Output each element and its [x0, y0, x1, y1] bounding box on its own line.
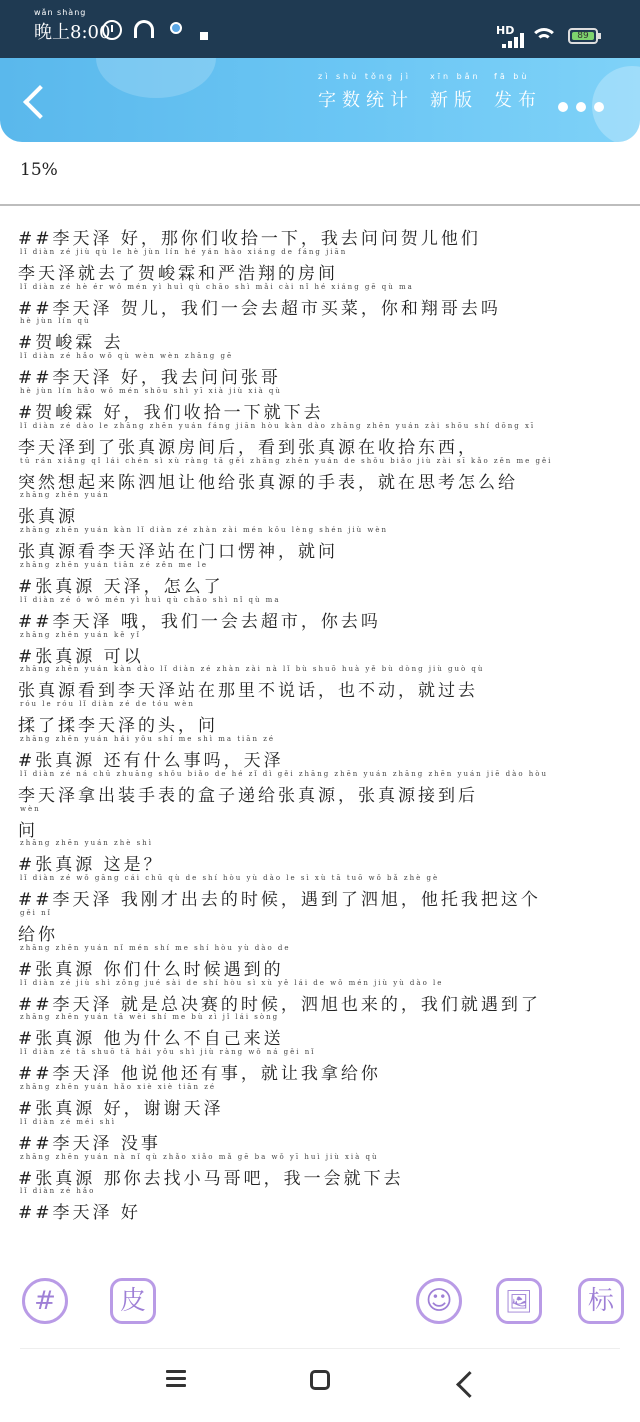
line-text: 张真源看李天泽站在门口愣神，就问 — [18, 542, 338, 563]
pinyin-annotation: lǐ diàn zé ó wǒ mén yì huì qù chāo shì nǐ qù ma — [20, 595, 281, 604]
pinyin-annotation: zhāng zhēn yuán nǐ mén shí me shí hòu yù dào de — [20, 943, 291, 952]
line-text: ##李天泽 好，那你们收拾一下，我去问问贺儿他们 — [18, 229, 481, 249]
text-line — [0, 317, 640, 354]
pinyin-annotation: lǐ diàn zé méi shì — [20, 1117, 116, 1126]
pinyin-annotation: lǐ diàn zé ná chū zhuāng shǒu biǎo de hé zǐ dì gěi zhāng zhēn yuán zhāng zhēn yuán jiē dào hòu — [20, 769, 548, 778]
line-text: #张真源 你们什么时候遇到的 — [18, 959, 284, 980]
pinyin-annotation: zhāng zhēn yuán zhè shì — [20, 839, 153, 848]
text-line — [0, 456, 640, 493]
publish-button[interactable]: fā bù 发布 — [494, 72, 542, 111]
text-line — [0, 387, 640, 423]
pinyin-annotation: wèn — [20, 804, 41, 813]
pinyin-annotation: lǐ diàn zé jiù shì zǒng jué sài de shí hòu sì xù yě lái de wǒ mén jiù yù dào le — [20, 978, 444, 987]
emoji-icon[interactable]: ☺ — [416, 1278, 462, 1324]
wifi-icon — [532, 26, 556, 44]
status-bar — [0, 0, 640, 58]
line-text: #张真源 天泽，怎么了 — [18, 577, 224, 597]
line-text: ##李天泽 好，我去问问张哥 — [18, 368, 281, 389]
app-header — [0, 58, 640, 142]
text-line — [0, 491, 640, 528]
line-text: ##李天泽 他说他还有事，就让我拿给你 — [18, 1064, 381, 1085]
divider — [0, 204, 640, 206]
pinyin-annotation: zhāng zhēn yuán nà nǐ qù zhǎo xiǎo mǎ gē ba wǒ yī huì jiù xià qù — [20, 1152, 379, 1161]
line-text: #张真源 那你去找小马哥吧，我一会就下去 — [18, 1168, 404, 1189]
text-line — [0, 352, 640, 389]
line-text: 突然想起来陈泗旭让他给张真源的手表，就在思考怎么给 — [18, 472, 518, 493]
text-line — [0, 700, 640, 737]
pinyin-annotation: zhāng zhēn yuán kě yǐ — [20, 630, 141, 639]
network-type: HD — [496, 24, 515, 37]
status-time: 晚上8:00 — [34, 22, 111, 43]
back-icon[interactable] — [20, 84, 50, 120]
line-text: #张真源 他为什么不自己来送 — [18, 1029, 284, 1050]
line-text: ##李天泽 就是总决赛的时候，泗旭也来的，我们就遇到了 — [18, 994, 541, 1015]
text-line — [0, 630, 640, 667]
text-line — [0, 561, 640, 597]
pinyin-annotation: zhāng zhēn yuán kàn dào lǐ diàn zé zhàn zài nà lǐ bù shuō huà yě bù dòng jiù guò qù — [20, 665, 485, 674]
pinyin-annotation: hè jùn lín hǎo wǒ mén shōu shì yī xià jiù xià qù — [20, 387, 282, 395]
line-text: 张真源 — [18, 507, 78, 528]
line-text: #贺峻霖 去 — [18, 333, 124, 354]
text-line — [0, 1117, 640, 1154]
pinyin-annotation: lǐ diàn zé hǎo wǒ qù wèn wèn zhāng gē — [20, 352, 234, 361]
text-line — [0, 1083, 640, 1119]
line-text: ##李天泽 贺儿，我们一会去超市买菜，你和翔哥去吗 — [18, 298, 501, 319]
text-line — [0, 909, 640, 945]
line-text: #张真源 这是？ — [18, 855, 164, 876]
line-text: #张真源 好，谢谢天泽 — [18, 1099, 224, 1119]
text-line — [0, 839, 640, 876]
text-line — [0, 874, 640, 911]
notification-icon — [200, 32, 208, 40]
line-text: ##李天泽 我刚才出去的时候，遇到了泗旭，他托我把这个 — [18, 890, 541, 911]
text-line — [0, 769, 640, 806]
pinyin-annotation: tū rán xiǎng qǐ lái chén sì xù ràng tā gěi zhāng zhēn yuán de shǒu biǎo jiù zài sī kǎo zěn me gěi — [20, 456, 553, 465]
pinyin-annotation: róu le róu lǐ diàn zé de tóu wèn — [20, 700, 195, 709]
text-line — [0, 735, 640, 771]
word-count-label: 字数统计 — [318, 90, 414, 111]
line-text: #张真源 还有什么事吗，天泽 — [18, 751, 284, 771]
skin-icon[interactable]: 皮 — [110, 1278, 156, 1324]
line-text: 李天泽拿出装手表的盒子递给张真源，张真源接到后 — [18, 785, 478, 806]
pinyin-annotation: zhāng zhēn yuán hái yǒu shí me shì ma tiān zé — [20, 735, 276, 743]
text-line — [0, 978, 640, 1015]
signal-icon — [498, 32, 526, 48]
line-text: 给你 — [18, 925, 58, 945]
menu-icon[interactable] — [166, 1370, 186, 1388]
pinyin-annotation: lǐ diàn zé wǒ gāng cái chū qù de shí hòu yù dào le sì xù tā tuō wǒ bǎ zhè gè — [20, 874, 440, 883]
text-line — [0, 224, 640, 249]
pinyin-annotation: zhāng zhēn yuán tā wèi shí me bù zì jǐ lái sòng — [20, 1013, 280, 1022]
battery-level: 89 — [577, 31, 589, 41]
publish-label: 发布 — [494, 90, 542, 111]
line-text: #张真源 可以 — [18, 646, 144, 667]
pinyin-annotation: zhāng zhēn yuán kàn lǐ diàn zé zhàn zài mén kǒu lèng shén jiù wèn — [20, 526, 389, 535]
text-line — [0, 943, 640, 980]
text-line — [0, 1048, 640, 1085]
pinyin-annotation: lǐ diàn zé hè ér wǒ mén yì huì qù chāo shì mǎi cài nǐ hé xiáng gē qù ma — [20, 282, 414, 291]
home-icon[interactable] — [310, 1370, 330, 1390]
text-line — [0, 1013, 640, 1050]
line-text: 李天泽就去了贺峻霖和严浩翔的房间 — [18, 263, 338, 284]
line-text: 李天泽到了张真源房间后，看到张真源在收拾东西， — [18, 437, 478, 458]
pinyin-annotation: hè jùn lín qù — [20, 317, 91, 326]
pinyin-annotation: lǐ diàn zé hǎo — [20, 1187, 96, 1196]
battery-icon — [568, 28, 598, 44]
pinyin-annotation: lǐ diàn zé jiù qù le hè jùn lín hé yán hào xiáng de fáng jiān — [20, 247, 348, 256]
pinyin-annotation: lǐ diàn zé tā shuō tā hái yǒu shì jiù ràng wǒ ná gěi nǐ — [20, 1048, 316, 1057]
nav-back-icon[interactable] — [456, 1371, 483, 1398]
text-line — [0, 1187, 640, 1224]
text-line — [0, 421, 640, 458]
text-line — [0, 526, 640, 563]
word-count-button[interactable]: zì shù tǒng jì 字数统计 — [318, 72, 414, 111]
location-icon — [170, 22, 182, 34]
toolbar-divider — [20, 1348, 620, 1349]
line-text: ##李天泽 没事 — [18, 1133, 161, 1154]
pinyin-annotation: zhāng zhēn yuán hǎo xiè xiè tiān zé — [20, 1083, 217, 1091]
text-line — [0, 804, 640, 841]
time-pinyin: wǎn shàng — [34, 8, 87, 17]
text-line — [0, 1152, 640, 1189]
tag-icon[interactable]: 标 — [578, 1278, 624, 1324]
new-version-button[interactable]: xīn bǎn 新版 — [430, 72, 481, 111]
line-text: ##李天泽 好 — [18, 1203, 141, 1224]
line-text: #贺峻霖 好，我们收拾一下就下去 — [18, 403, 324, 423]
progress-percent: 15% — [20, 160, 58, 180]
text-line — [0, 282, 640, 319]
hash-icon[interactable]: # — [22, 1278, 68, 1324]
line-text: ##李天泽 哦，我们一会去超市，你去吗 — [18, 611, 381, 632]
text-line — [0, 665, 640, 702]
line-text: 张真源看到李天泽站在那里不说话，也不动，就过去 — [18, 681, 478, 702]
pinyin-annotation: lǐ diàn zé dào le zhāng zhēn yuán fáng jiān hòu kàn dào zhāng zhēn yuán zài shōu shí dōng xī — [20, 421, 536, 430]
line-text: 问 — [18, 820, 38, 841]
text-line — [0, 595, 640, 632]
line-text: 揉了揉李天泽的头，问 — [18, 716, 218, 737]
pinyin-annotation: zhāng zhēn yuán — [20, 491, 110, 500]
image-icon[interactable]: 🖼 — [496, 1278, 542, 1324]
headset-icon — [134, 20, 154, 38]
alarm-icon — [102, 20, 122, 40]
more-icon[interactable] — [558, 102, 604, 112]
pinyin-annotation: zhāng zhēn yuán tiān zé zěn me le — [20, 561, 208, 569]
text-line — [0, 247, 640, 284]
pinyin-annotation: gěi nǐ — [20, 909, 52, 917]
new-version-label: 新版 — [430, 90, 478, 111]
